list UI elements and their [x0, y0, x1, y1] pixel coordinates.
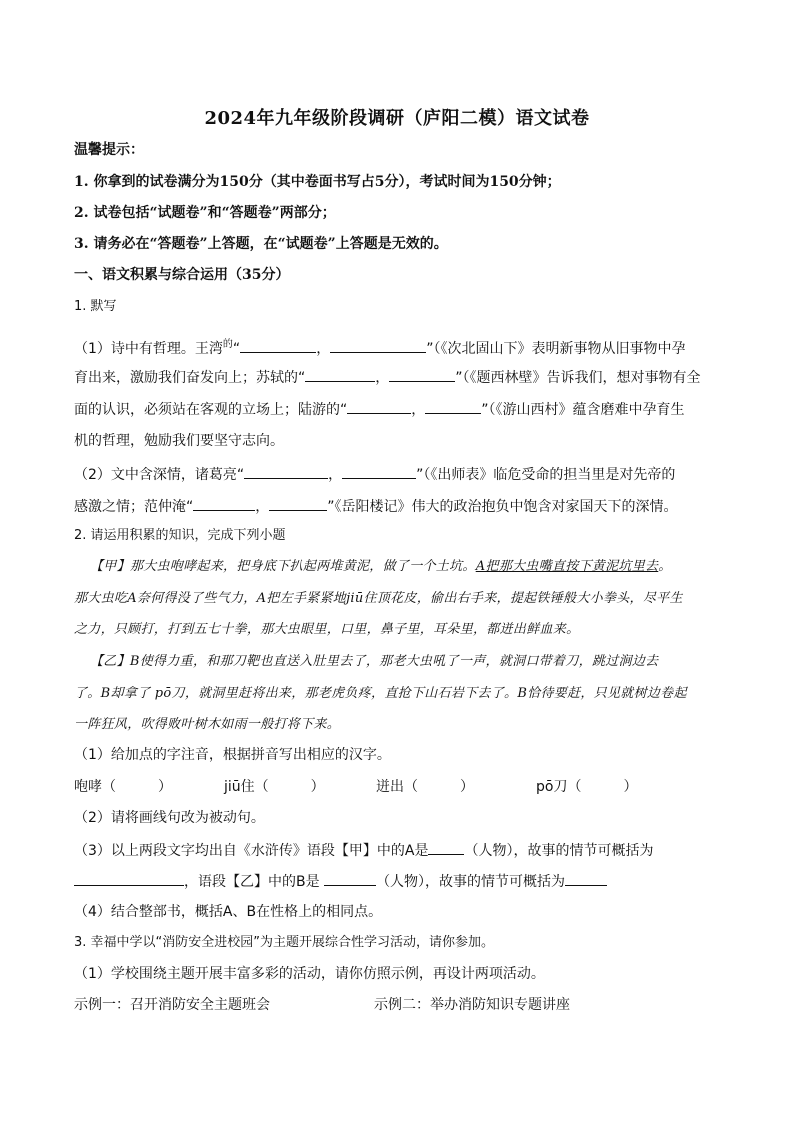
q1-part1-line2 — [74, 367, 724, 388]
answer-blank[interactable] — [347, 399, 411, 414]
q1-part1-line4: 机的哲理，勉励我们要坚守志向。 — [74, 433, 284, 449]
answer-blank[interactable] — [428, 840, 464, 855]
q2-sub3-line2 — [74, 871, 724, 892]
example-1: 示例一：召开消防安全主题班会 — [74, 997, 270, 1013]
q3-examples — [74, 995, 724, 1015]
pinyin-item: pō刀（ ） — [536, 779, 638, 795]
answer-blank[interactable] — [244, 464, 328, 479]
text: 的 — [222, 339, 233, 350]
passage-jia-line2: 那大虫吃A奈何得没了些气力，A把左手紧紧地jiū住顶花皮，偷出右手来，提起铁锤般大小拳头，尽平生 — [74, 591, 683, 606]
text: （3）以上两段文字均出自《水浒传》语段【甲】中的A是 — [74, 843, 429, 859]
q2-sub1: （1）给加点的字注音，根据拼音写出相应的汉字。 — [74, 747, 391, 763]
text: 感激之情；范仲淹“ — [74, 499, 194, 515]
text: （2）文中含深情，诸葛亮“ — [74, 467, 245, 483]
text: （人物），故事的情节可概括为 — [376, 874, 566, 890]
text: ， — [316, 341, 331, 357]
answer-blank[interactable] — [269, 496, 327, 511]
q1-part1-line3 — [74, 399, 724, 420]
answer-blank[interactable] — [305, 367, 375, 382]
text: ，语段【乙】中的B是 — [184, 874, 320, 890]
tip-item-3: 3. 请务必在“答题卷”上答题，在“试题卷”上答题是无效的。 — [74, 236, 448, 252]
answer-blank[interactable] — [74, 871, 184, 886]
text: ”（《次北固山下》表明新事物从旧事物中孕 — [426, 341, 686, 357]
passage-yi-line3: 一阵狂风，吹得败叶树木如雨一般打将下来。 — [74, 717, 341, 732]
pinyin-row — [74, 777, 724, 797]
passage-yi-line1: 【乙】B使得力重，和那刀靶也直送入肚里去了，那老大虫吼了一声，就洞口带着刀，跳过涧边去 — [90, 654, 659, 669]
text: “ — [232, 341, 241, 357]
answer-blank[interactable] — [425, 399, 481, 414]
q2-sub3-line1 — [74, 840, 724, 861]
text: ”（《题西林壁》告诉我们，想对事物有全 — [455, 370, 701, 386]
text: ”《岳阳楼记》伟大的政治抱负中饱含对家国天下的深情。 — [327, 499, 678, 515]
text: 。 — [658, 559, 672, 574]
pinyin-item: 咆哮（ ） — [74, 779, 172, 795]
answer-blank[interactable] — [330, 338, 426, 353]
passage-yi-line2: 了。B却拿了 pō刀，就洞里赶将出来，那老虎负疼，直抢下山石岩下去了。B恰待要赶，只见就树边卷起 — [74, 686, 687, 701]
section-heading: 一、语文积累与综合运用（35分） — [74, 267, 290, 283]
text: （人物），故事的情节可概括为 — [464, 843, 654, 859]
text: ， — [255, 499, 270, 515]
text: 育出来，激励我们奋发向上；苏轼的“ — [74, 370, 306, 386]
text: ， — [328, 467, 343, 483]
underlined-sentence: A把那大虫嘴直按下黄泥坑里去 — [475, 559, 659, 574]
text: 【甲】那大虫咆哮起来，把身底下扒起两堆黄泥，做了一个土坑。 — [90, 559, 476, 574]
page-title: 2024年九年级阶段调研（庐阳二模）语文试卷 — [204, 108, 590, 129]
answer-blank[interactable] — [324, 871, 376, 886]
answer-blank[interactable] — [193, 496, 255, 511]
tip-item-1: 1. 你拿到的试卷满分为150分（其中卷面书写占5分），考试时间为150分钟； — [74, 174, 561, 190]
answer-blank[interactable] — [342, 464, 416, 479]
pinyin-item: jiū住（ ） — [224, 779, 325, 795]
tip-item-2: 2. 试卷包括“试题卷”和“答题卷”两部分； — [74, 205, 336, 221]
text: ”（《游山西村》蕴含磨难中孕育生 — [481, 402, 685, 418]
text: 面的认识，必须站在客观的立场上；陆游的“ — [74, 402, 348, 418]
q2-sub4: （4）结合整部书，概括A、B在性格上的相同点。 — [74, 904, 383, 920]
q3-label: 3. 幸福中学以“消防安全进校园”为主题开展综合性学习活动，请你参加。 — [74, 935, 495, 950]
q1-part2-line1 — [74, 464, 724, 485]
example-2: 示例二：举办消防知识专题讲座 — [374, 997, 570, 1013]
text: ， — [411, 402, 426, 418]
passage-jia-line3: 之力，只顾打，打到五七十拳，那大虫眼里，口里，鼻子里，耳朵里，都迸出鲜血来。 — [74, 622, 580, 637]
q1-part2-line2 — [74, 496, 724, 517]
text: ， — [375, 370, 390, 386]
passage-jia-line1 — [90, 557, 740, 577]
pinyin-item: 迸出（ ） — [376, 779, 474, 795]
tips-heading: 温馨提示： — [74, 142, 144, 158]
text: （1）诗中有哲理。王湾 — [74, 341, 223, 357]
q2-label: 2. 请运用积累的知识，完成下列小题 — [74, 528, 286, 543]
answer-blank[interactable] — [389, 367, 455, 382]
q1-label: 1. 默写 — [74, 299, 117, 314]
q1-part1-line1 — [74, 335, 724, 359]
text: ”（《出师表》临危受命的担当里是对先帝的 — [416, 467, 676, 483]
answer-blank[interactable] — [240, 338, 316, 353]
q2-sub2: （2）请将画线句改为被动句。 — [74, 810, 265, 826]
q3-sub1: （1）学校围绕主题开展丰富多彩的活动，请你仿照示例，再设计两项活动。 — [74, 966, 545, 982]
answer-blank[interactable] — [565, 871, 607, 886]
